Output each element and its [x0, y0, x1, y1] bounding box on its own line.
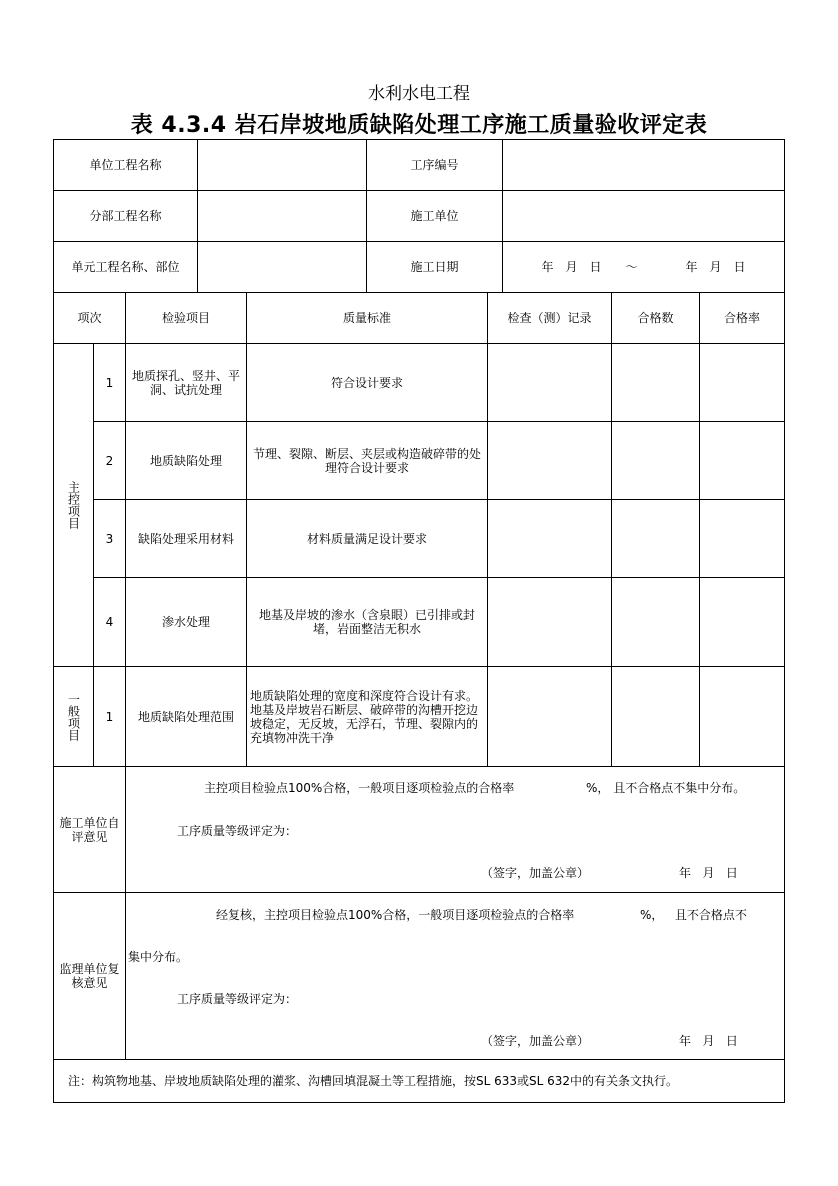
main-group-label: 主控项目 [53, 343, 94, 667]
main-row-2-pass-rate[interactable] [699, 421, 785, 500]
col-pass-rate: 合格率 [699, 292, 785, 344]
main-row-2-pass-count[interactable] [611, 421, 700, 500]
contractor-line1b: %， 且不合格点不集中分布。 [586, 781, 746, 795]
main-row-1-item: 地质探孔、竖井、平洞、试抗处理 [125, 343, 247, 422]
main-row-1-standard: 符合设计要求 [246, 343, 488, 422]
footnote: 注：构筑物地基、岸坡地质缺陷处理的灌浆、沟槽回填混凝土等工程措施，按SL 633或SL 632中的有关条文执行。 [53, 1059, 785, 1103]
supervisor-date: 年 月 日 [679, 1034, 738, 1048]
main-row-4-pass-count[interactable] [611, 577, 700, 667]
contractor-date: 年 月 日 [679, 866, 738, 880]
supervisor-line2: 集中分布。 [128, 950, 189, 964]
main-row-3-pass-rate[interactable] [699, 499, 785, 578]
col-pass-count: 合格数 [611, 292, 700, 344]
main-row-1-pass-rate[interactable] [699, 343, 785, 422]
general-row-1-pass-rate[interactable] [699, 666, 785, 767]
main-row-4-item: 渗水处理 [125, 577, 247, 667]
contractor-line1a: 主控项目检验点100%合格，一般项目逐项检验点的合格率 [204, 781, 515, 795]
element-value[interactable] [197, 241, 367, 293]
main-row-2-standard: 节理、裂隙、断层、夹层或构造破碎带的处理符合设计要求 [246, 421, 488, 500]
page-title: 表 4.3.4 岩石岸坡地质缺陷处理工序施工质量验收评定表 [130, 112, 708, 138]
general-row-1-standard: 地质缺陷处理的宽度和深度符合设计有求。地基及岸坡岩石断层、破碎带的沟槽开挖边坡稳定，无反坡，无浮石，节理、裂隙内的充填物冲洗干净 [246, 666, 488, 767]
col-check-item: 检验项目 [125, 292, 247, 344]
col-standard: 质量标准 [246, 292, 488, 344]
main-row-2-item: 地质缺陷处理 [125, 421, 247, 500]
col-item: 项次 [53, 292, 126, 344]
general-row-1-record[interactable] [487, 666, 612, 767]
supervisor-sign: （签字，加盖公章） [481, 1034, 590, 1048]
main-row-4-standard: 地基及岸坡的渗水（含泉眼）已引排或封堵，岩面整洁无积水 [246, 577, 488, 667]
process-no-label: 工序编号 [366, 139, 503, 191]
main-row-4-no: 4 [93, 577, 126, 667]
element-label: 单元工程名称、部位 [53, 241, 198, 293]
contractor-opinion-label: 施工单位自评意见 [53, 766, 126, 893]
date-label: 施工日期 [366, 241, 503, 293]
subtitle: 水利水电工程 [368, 83, 470, 104]
date-value[interactable]: 年 月 日 ～ 年 月 日 [502, 241, 785, 293]
main-row-1-no: 1 [93, 343, 126, 422]
process-no-value[interactable] [502, 139, 785, 191]
main-row-4-pass-rate[interactable] [699, 577, 785, 667]
main-row-3-standard: 材料质量满足设计要求 [246, 499, 488, 578]
general-group-label: 一般项目 [53, 666, 94, 767]
supervisor-opinion-label: 监理单位复核意见 [53, 892, 126, 1060]
sub-project-label: 分部工程名称 [53, 190, 198, 242]
contractor-value[interactable] [502, 190, 785, 242]
col-record: 检查（测）记录 [487, 292, 612, 344]
contractor-sign: （签字，加盖公章） [481, 866, 590, 880]
contractor-label: 施工单位 [366, 190, 503, 242]
main-row-2-no: 2 [93, 421, 126, 500]
general-row-1-pass-count[interactable] [611, 666, 700, 767]
supervisor-grade: 工序质量等级评定为： [177, 992, 298, 1006]
unit-project-label: 单位工程名称 [53, 139, 198, 191]
main-row-1-pass-count[interactable] [611, 343, 700, 422]
main-row-2-record[interactable] [487, 421, 612, 500]
supervisor-line1b: %， 且不合格点不 [640, 908, 747, 922]
general-row-1-item: 地质缺陷处理范围 [125, 666, 247, 767]
unit-project-value[interactable] [197, 139, 367, 191]
sub-project-value[interactable] [197, 190, 367, 242]
main-row-4-record[interactable] [487, 577, 612, 667]
contractor-grade: 工序质量等级评定为： [177, 824, 298, 838]
main-row-3-item: 缺陷处理采用材料 [125, 499, 247, 578]
main-row-3-record[interactable] [487, 499, 612, 578]
general-row-1-no: 1 [93, 666, 126, 767]
supervisor-line1a: 经复核，主控项目检验点100%合格，一般项目逐项检验点的合格率 [216, 908, 575, 922]
main-row-3-no: 3 [93, 499, 126, 578]
main-row-3-pass-count[interactable] [611, 499, 700, 578]
main-row-1-record[interactable] [487, 343, 612, 422]
